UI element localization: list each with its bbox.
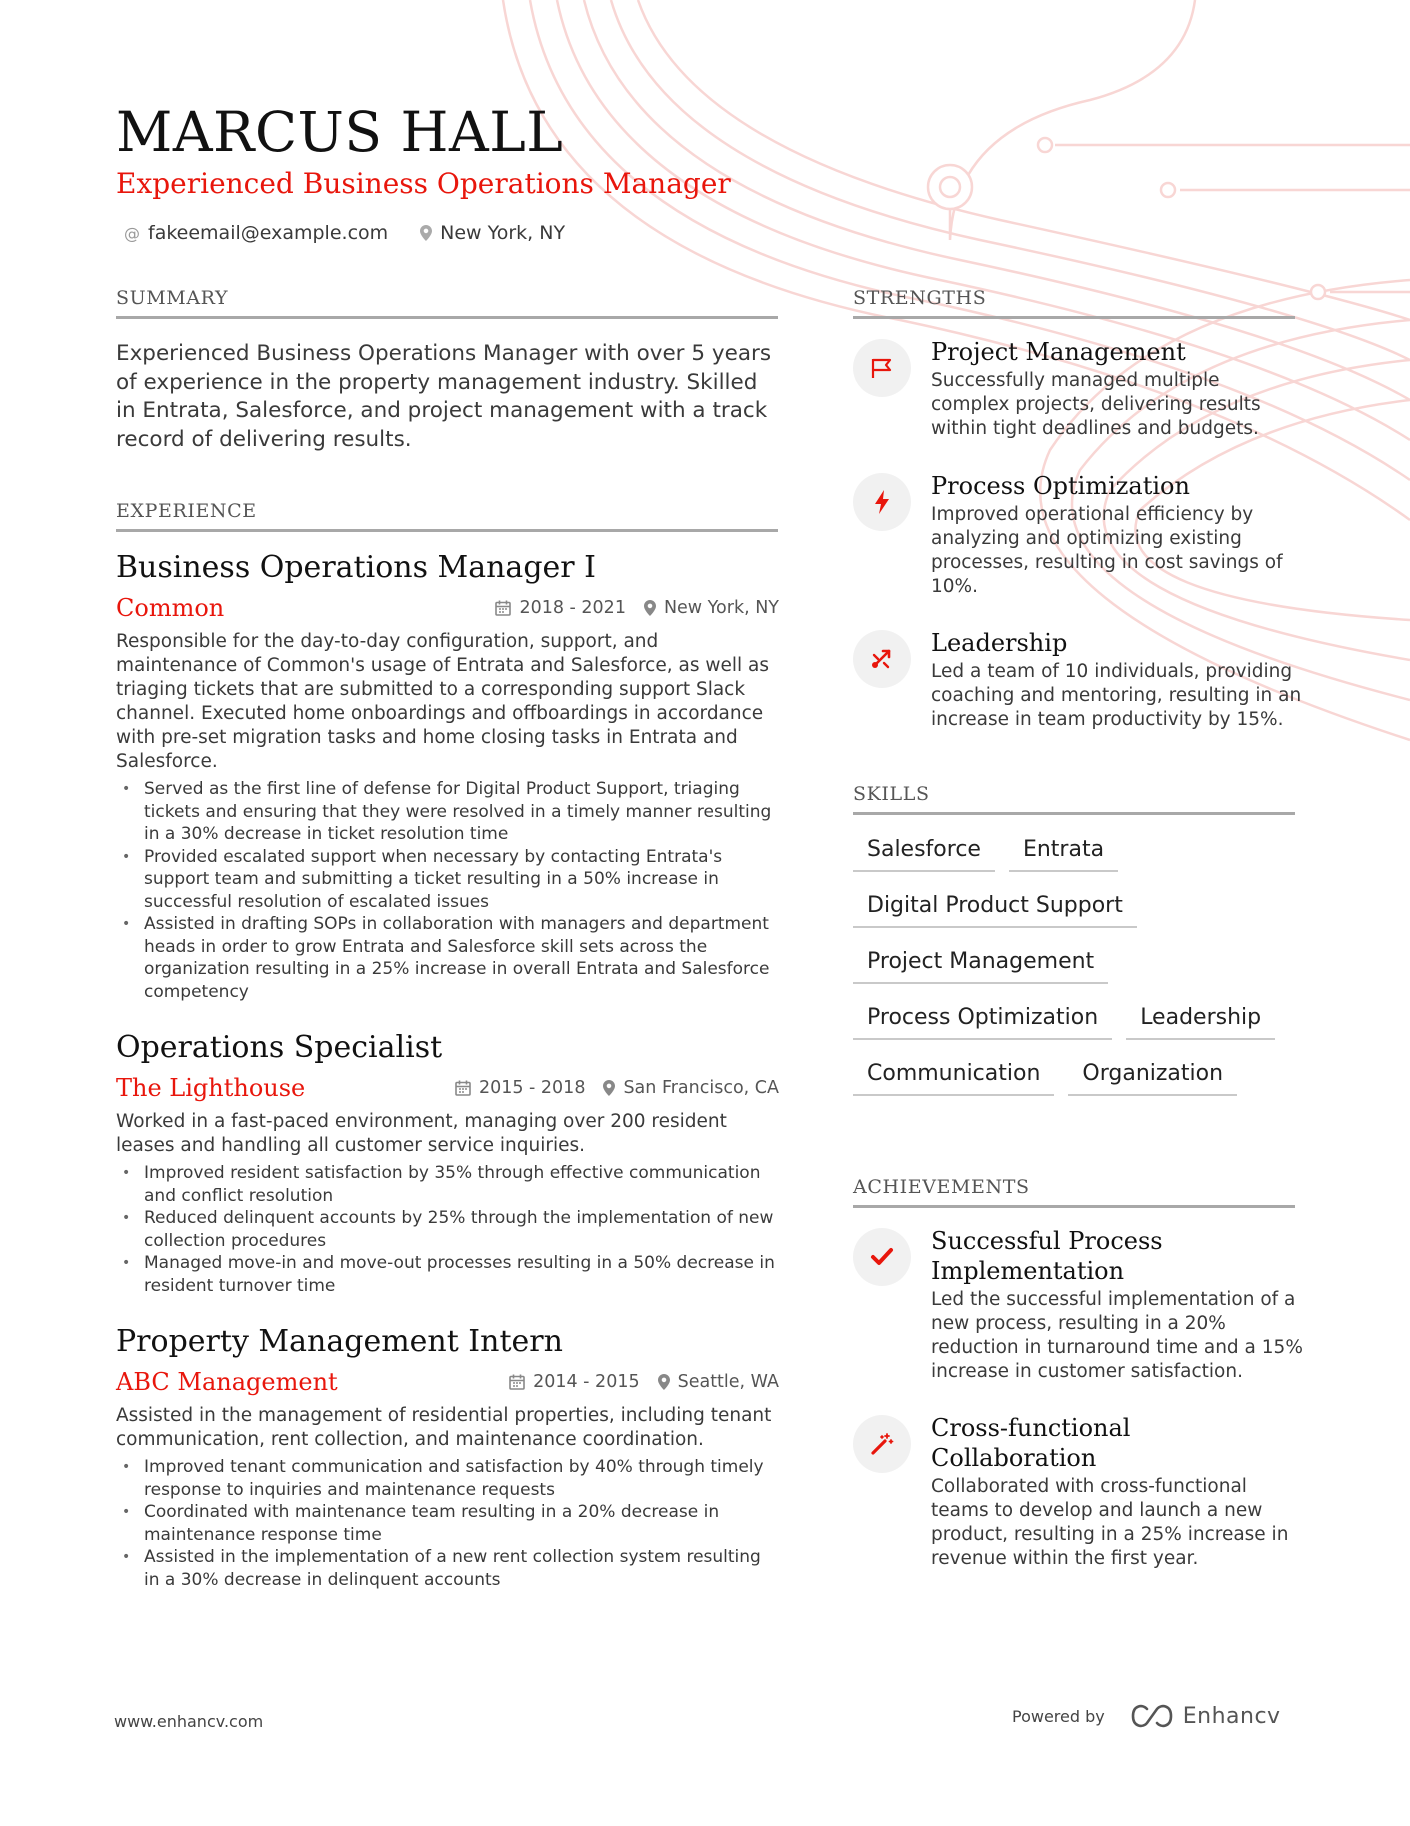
magic-wand-icon xyxy=(870,1432,894,1456)
lightning-icon xyxy=(874,490,890,514)
skill-tag: Leadership xyxy=(1126,1000,1275,1040)
email-text: fakeemail@example.com xyxy=(148,222,389,244)
summary-heading: SUMMARY xyxy=(116,287,778,319)
flag-icon xyxy=(870,357,894,379)
job-dates: 2018 - 2021 xyxy=(519,598,626,618)
bullet-item: • Served as the first line of defense for Digital Product Support, triaging tickets and ensuring that they were resolved in a timely manner resulting in a 30% decrease in ticket resolution time xyxy=(116,778,779,846)
job-dates: 2014 - 2015 xyxy=(533,1372,640,1392)
icon-badge xyxy=(853,1415,911,1473)
calendar-icon xyxy=(455,1080,471,1096)
strength-item xyxy=(853,337,1303,441)
contact-email[interactable] xyxy=(124,222,388,244)
strength-item xyxy=(853,471,1303,599)
skills-heading: SKILLS xyxy=(853,783,1295,815)
strength-item xyxy=(853,628,1303,732)
icon-badge xyxy=(853,473,911,531)
job-description: Worked in a fast-paced environment, managing over 200 resident leases and handling all customer service inquiries. xyxy=(116,1111,727,1156)
strength-description: Improved operational efficiency by analyzing and optimizing existing processes, resulting in cost savings of 10%. xyxy=(931,504,1283,597)
strength-description: Successfully managed multiple complex projects, delivering results within tight deadlines and budgets. xyxy=(931,370,1261,439)
job-bullets xyxy=(116,1456,779,1591)
bullet-item: • Improved resident satisfaction by 35% through effective communication and conflict resolution xyxy=(116,1162,779,1207)
job-entry xyxy=(116,1322,779,1591)
bullet-item: • Assisted in drafting SOPs in collaboration with managers and department heads in order to grow Entrata and Salesforce skill sets across the organization resulting in a 25% increase in overall Entrata and Salesforce competency xyxy=(116,913,779,1003)
icon-badge xyxy=(853,1228,911,1286)
powered-by-label: Powered by xyxy=(1012,1706,1105,1726)
achievement-description: Collaborated with cross-functional teams to develop and launch a new product, resulting in a 25% increase in revenue within the first year. xyxy=(931,1476,1289,1569)
skill-tag: Organization xyxy=(1068,1056,1237,1096)
bullet-item: • Managed move-in and move-out processes resulting in a 50% decrease in resident turnover time xyxy=(116,1252,779,1297)
skill-tag: Project Management xyxy=(853,944,1108,984)
icon-badge xyxy=(853,630,911,688)
strength-description: Led a team of 10 individuals, providing coaching and mentoring, resulting in an increase in team productivity by 15%. xyxy=(931,661,1302,730)
job-title: Business Operations Manager I xyxy=(116,550,596,585)
job-description: Assisted in the management of residential properties, including tenant communication, rent collection, and maintenance coordination. xyxy=(116,1405,772,1450)
skill-tag: Salesforce xyxy=(853,832,995,872)
skill-tag: Communication xyxy=(853,1056,1054,1096)
bullet-item: • Provided escalated support when necessary by contacting Entrata's support team and submitting a ticket resulting in a 50% increase in successful resolution of escalated issues xyxy=(116,846,779,914)
experience-heading: EXPERIENCE xyxy=(116,500,778,532)
company-name: ABC Management xyxy=(116,1368,338,1396)
strength-title: Process Optimization xyxy=(931,472,1190,500)
job-entry xyxy=(116,1028,779,1297)
candidate-name: MARCUS HALL xyxy=(116,100,564,164)
job-bullets xyxy=(116,778,779,1003)
achievement-description: Led the successful implementation of a new process, resulting in a 20% reduction in turnaround time and a 15% increase in customer satisfaction. xyxy=(931,1289,1303,1382)
at-sign-icon: @ xyxy=(124,223,140,243)
calendar-icon xyxy=(509,1374,525,1390)
brand-logo[interactable] xyxy=(1129,1703,1281,1729)
job-location: New York, NY xyxy=(663,598,779,618)
brand-name: Enhancv xyxy=(1182,1703,1281,1729)
skills-list xyxy=(853,832,1293,1112)
bullet-item: • Assisted in the implementation of a new rent collection system resulting in a 30% decrease in delinquent accounts xyxy=(116,1546,779,1591)
job-location: San Francisco, CA xyxy=(623,1078,779,1098)
location-pin-icon xyxy=(644,600,656,616)
location-pin-icon xyxy=(603,1080,615,1096)
job-location: Seattle, WA xyxy=(677,1372,779,1392)
location-pin-icon xyxy=(420,225,432,241)
bullet-item: • Coordinated with maintenance team resulting in a 20% decrease in maintenance response time xyxy=(116,1501,779,1546)
summary-text: Experienced Business Operations Manager with over 5 years of experience in the property management industry. Skilled in Entrata, Salesforce, and project management with a track record of delivering results. xyxy=(116,341,772,452)
contact-location xyxy=(420,222,565,244)
job-bullets xyxy=(116,1162,779,1297)
contact-info xyxy=(124,222,565,244)
skill-tag: Process Optimization xyxy=(853,1000,1112,1040)
strengths-heading: STRENGTHS xyxy=(853,287,1295,319)
candidate-headline: Experienced Business Operations Manager xyxy=(116,167,731,200)
job-description: Responsible for the day-to-day configuration, support, and maintenance of Common's usage of Entrata and Salesforce, as well as triaging tickets that are submitted to a corresponding support Slack channel. Executed home onboardings and offboardings in accordance with pre-set migration tasks and home closing tasks in Entrata and Salesforce. xyxy=(116,631,769,772)
job-dates: 2015 - 2018 xyxy=(478,1078,586,1098)
leadership-icon xyxy=(870,647,894,671)
achievements-heading: ACHIEVEMENTS xyxy=(853,1176,1295,1208)
job-title: Property Management Intern xyxy=(116,1324,563,1359)
skill-tag: Entrata xyxy=(1009,832,1118,872)
location-pin-icon xyxy=(658,1374,670,1390)
job-title: Operations Specialist xyxy=(116,1030,443,1065)
achievement-item xyxy=(853,1226,1303,1384)
skill-tag: Digital Product Support xyxy=(853,888,1137,928)
company-name: Common xyxy=(116,594,225,622)
company-name: The Lighthouse xyxy=(116,1074,306,1102)
strength-title: Leadership xyxy=(931,629,1068,657)
job-entry xyxy=(116,548,779,1003)
achievement-title: Cross-functional Collaboration xyxy=(931,1414,1131,1472)
achievement-title: Successful Process Implementation xyxy=(931,1227,1163,1285)
calendar-icon xyxy=(495,600,511,616)
achievement-item xyxy=(853,1413,1303,1571)
enhancv-logo-icon xyxy=(1129,1703,1175,1729)
checkmark-icon xyxy=(870,1247,894,1267)
bullet-item: • Reduced delinquent accounts by 25% through the implementation of new collection procedures xyxy=(116,1207,779,1252)
bullet-item: • Improved tenant communication and satisfaction by 40% through timely response to inquiries and maintenance requests xyxy=(116,1456,779,1501)
strength-title: Project Management xyxy=(931,338,1186,366)
footer-branding xyxy=(1012,1703,1281,1729)
location-text: New York, NY xyxy=(440,222,566,244)
footer-website[interactable]: www.enhancv.com xyxy=(114,1712,264,1731)
icon-badge xyxy=(853,339,911,397)
